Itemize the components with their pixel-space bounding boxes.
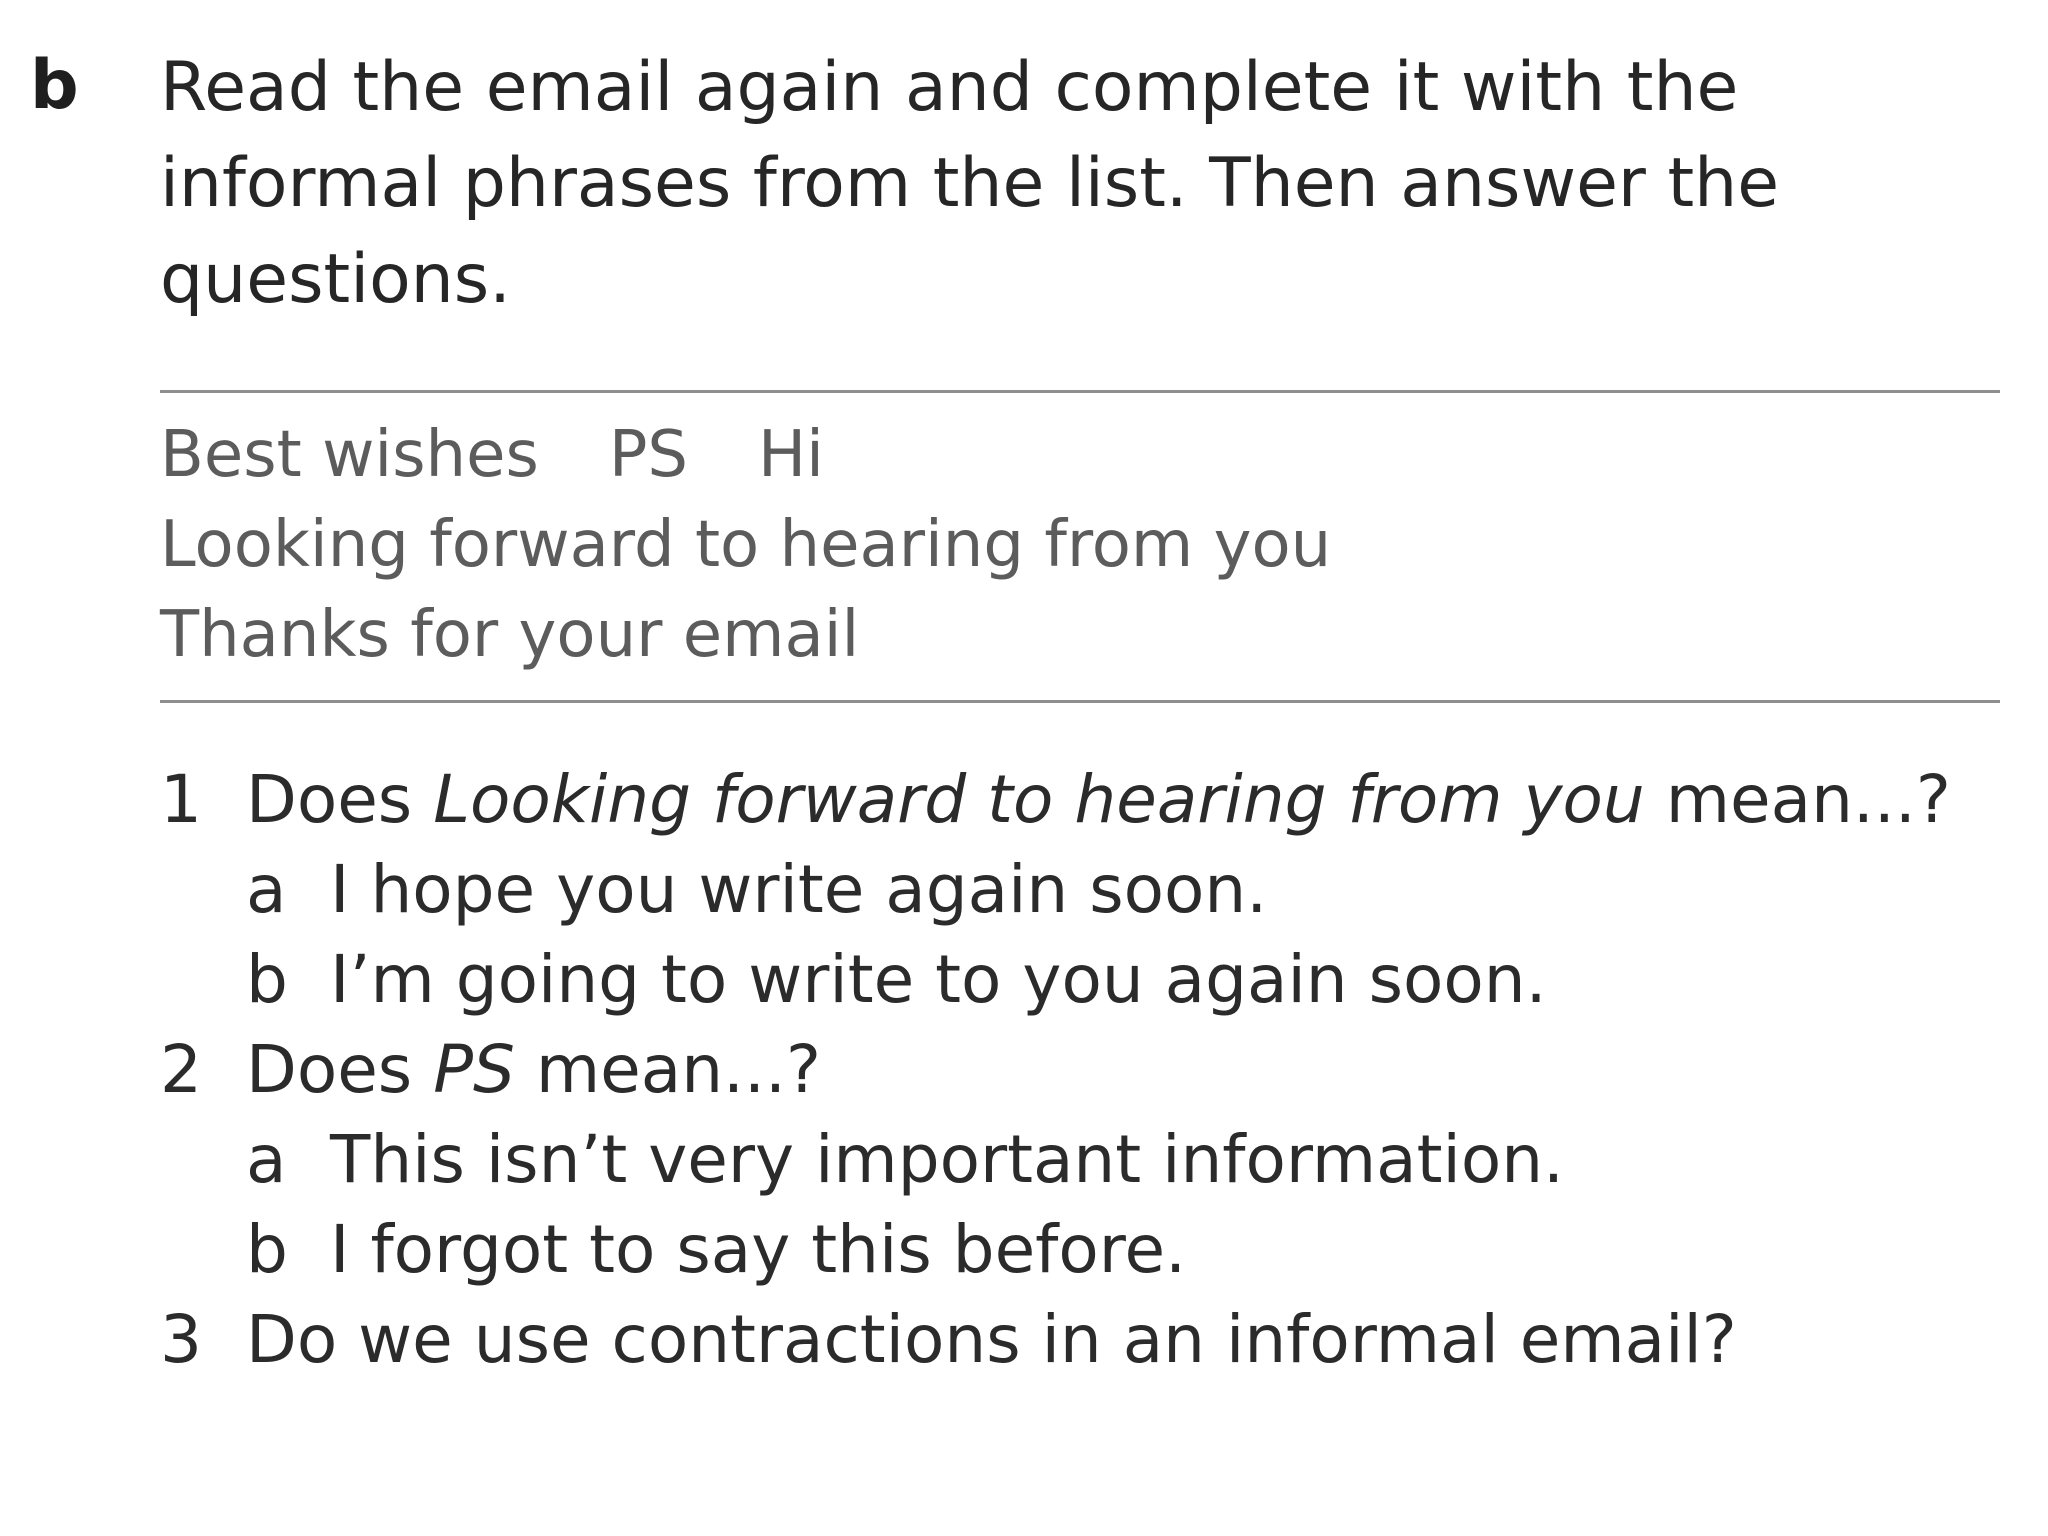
phrase-list-bottom-rule (160, 700, 2000, 703)
question-1-option-b (160, 935, 2000, 1025)
exercise-letter: b (30, 46, 79, 125)
question-1 (160, 755, 2000, 845)
phrase-ps: PS (608, 418, 689, 492)
question-2 (160, 1025, 2000, 1115)
option-text: I’m going to write to you again soon. (330, 941, 1547, 1018)
question-text (246, 1025, 821, 1115)
question-2-option-b (160, 1205, 2000, 1295)
question-3 (160, 1295, 2000, 1385)
phrase-thanks-for-email: Thanks for your email (160, 598, 860, 672)
question-prefix: Does (246, 761, 413, 838)
question-number: 2 (160, 1031, 202, 1108)
questions-list (160, 755, 2000, 1385)
question-2-option-a (160, 1115, 2000, 1205)
option-letter: a (246, 851, 287, 928)
question-suffix: mean...? (535, 1031, 822, 1108)
question-text: Do we use contractions in an informal email? (246, 1301, 1737, 1378)
option-text: I forgot to say this before. (330, 1211, 1187, 1288)
exercise-instruction: Read the email again and complete it with the informal phrases from the list. Then answer the questions. (160, 48, 1780, 319)
question-number: 1 (160, 761, 202, 838)
question-number: 3 (160, 1301, 202, 1378)
question-italic-phrase: PS (433, 1031, 515, 1108)
option-text: This isn’t very important information. (330, 1121, 1565, 1198)
phrase-best-wishes: Best wishes (160, 418, 539, 492)
question-prefix: Does (246, 1031, 413, 1108)
question-text (246, 755, 1951, 845)
option-letter: a (246, 1121, 287, 1198)
question-1-option-a (160, 845, 2000, 935)
option-letter: b (246, 941, 288, 1018)
option-text: I hope you write again soon. (330, 851, 1268, 928)
question-italic-phrase: Looking forward to hearing from you (433, 761, 1645, 838)
phrase-looking-forward: Looking forward to hearing from you (160, 508, 1332, 582)
phrase-list (160, 410, 2000, 680)
option-letter: b (246, 1211, 288, 1288)
phrase-list-top-rule (160, 390, 2000, 393)
phrase-hi: Hi (758, 418, 824, 492)
question-suffix: mean...? (1665, 761, 1951, 838)
phrase-row-1 (160, 410, 2000, 500)
